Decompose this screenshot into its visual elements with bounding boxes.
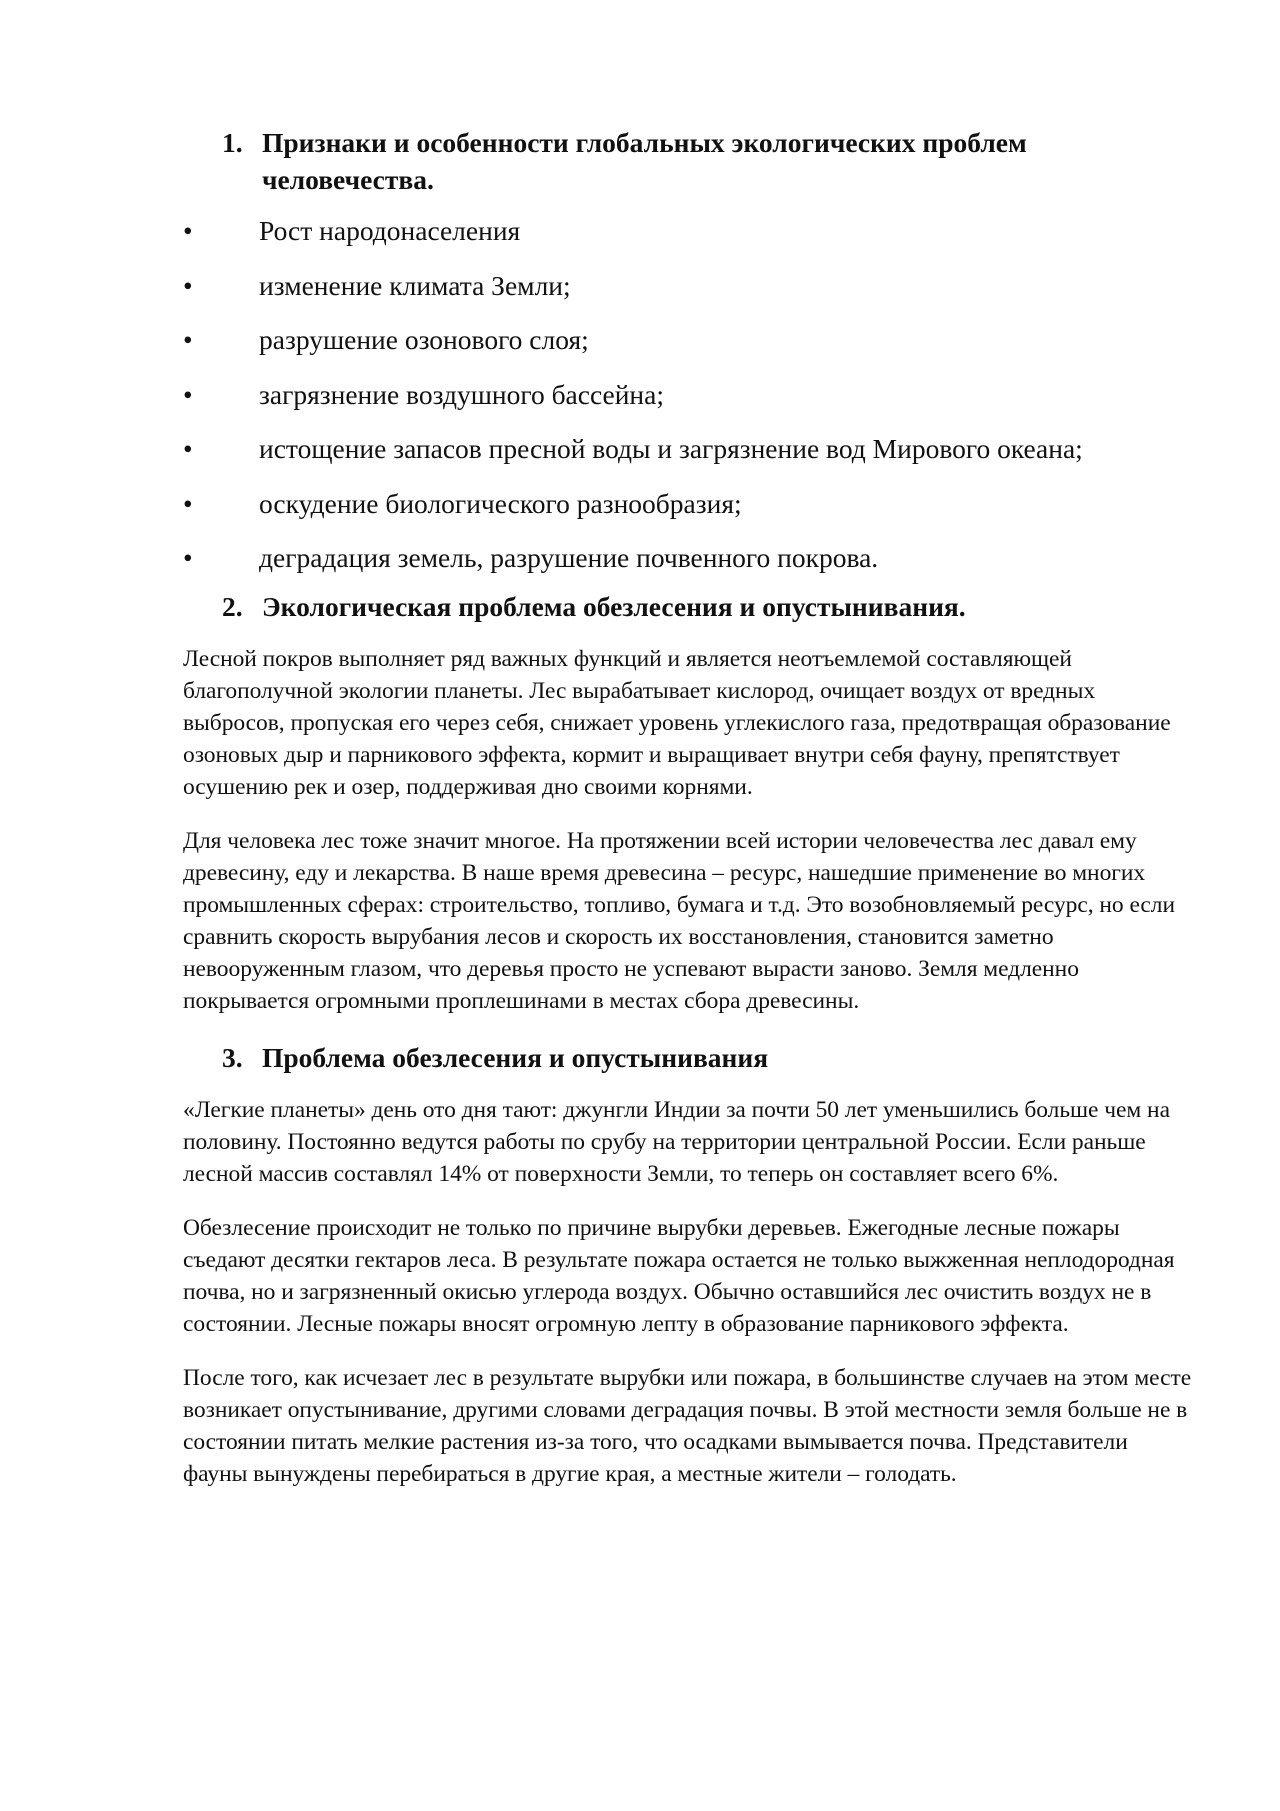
section-title: Экологическая проблема обезлесения и опустынивания. bbox=[262, 590, 966, 622]
paragraph: «Легкие планеты» день ото дня тают: джунгли Индии за почти 50 лет уменьшились больше чем на половину. Постоянно ведутся работы по срубу на территории центральной России. Если раньше лесной массив составлял 14% от поверхности Земли, то теперь он составляет всего 6%. bbox=[183, 1096, 1170, 1187]
paragraph: После того, как исчезает лес в результате вырубки или пожара, в большинстве случаев на этом месте возникает опустынивание, другими словами деградация почвы. В этой местности земля больше не в состоянии питать мелкие растения из-за того, что осадками вымывается почва. Представители фауны вынуждены перебираться в другие края, а местные жители – голодать. bbox=[183, 1364, 1192, 1487]
bullet-icon: • bbox=[183, 378, 193, 410]
list-item-text: изменение климата Земли; bbox=[259, 269, 571, 301]
bullet-icon: • bbox=[183, 542, 193, 573]
section-title: Проблема обезлесения и опустынивания bbox=[262, 1041, 769, 1073]
section-heading-3 bbox=[183, 1039, 1193, 1076]
bullet-icon: • bbox=[183, 324, 193, 355]
list-item-text: деградация земель, разрушение почвенного покрова. bbox=[259, 542, 879, 573]
list-item bbox=[183, 430, 1193, 468]
section-number: 3. bbox=[222, 1041, 243, 1073]
list-item bbox=[183, 376, 1193, 414]
list-item bbox=[183, 267, 1193, 305]
bullet-icon: • bbox=[183, 215, 193, 246]
bullet-icon: • bbox=[183, 269, 193, 301]
bullet-list bbox=[183, 212, 1193, 577]
document-body bbox=[183, 124, 1193, 1512]
section-title: Признаки и особенности глобальных экологических проблем человечества. bbox=[262, 127, 1027, 195]
section-heading-2 bbox=[183, 588, 1193, 625]
paragraph: Лесной покров выполняет ряд важных функций и является неотъемлемой составляющей благополучной экологии планеты. Лес вырабатывает кислород, очищает воздух от вредных выбросов, пропуская его через себя, снижает уровень углекислого газа, предотвращая образование озоновых дыр и парникового эффекта, кормит и выращивает внутри себя фауну, препятствует осушению рек и озер, поддерживая дно своими корнями. bbox=[183, 645, 1171, 800]
list-item bbox=[183, 321, 1193, 359]
paragraph: Обезлесение происходит не только по причине вырубки деревьев. Ежегодные лесные пожары съедают десятки гектаров леса. В результате пожара остается не только выжженная неплодородная почва, но и загрязненный окисью углерода воздух. Обычно оставшийся лес очистить воздух не в состоянии. Лесные пожары вносят огромную лепту в образование парникового эффекта. bbox=[183, 1214, 1175, 1337]
list-item-text: оскудение биологического разнообразия; bbox=[259, 487, 742, 519]
bullet-icon: • bbox=[183, 433, 193, 464]
list-item bbox=[183, 485, 1193, 523]
list-item-text: истощение запасов пресной воды и загрязнение вод Мирового океана; bbox=[259, 433, 1083, 464]
section-heading-1 bbox=[183, 124, 1193, 198]
paragraph: Для человека лес тоже значит многое. На протяжении всей истории человечества лес давал ему древесину, еду и лекарства. В наше время древесина – ресурс, нашедшие применение во многих промышленных сферах: строительство, топливо, бумага и т.д. Это возобновляемый ресурс, но если сравнить скорость вырубания лесов и скорость их восстановления, становится заметно невооруженным глазом, что деревья просто не успевают вырасти заново. Земля медленно покрывается огромными проплешинами в местах сбора древесины. bbox=[183, 827, 1176, 1014]
section-number: 1. bbox=[222, 127, 243, 158]
list-item-text: загрязнение воздушного бассейна; bbox=[259, 378, 664, 410]
list-item-text: Рост народонаселения bbox=[259, 215, 521, 246]
bullet-icon: • bbox=[183, 487, 193, 519]
list-item bbox=[183, 539, 1193, 577]
list-item-text: разрушение озонового слоя; bbox=[259, 324, 589, 355]
list-item bbox=[183, 212, 1193, 250]
section-number: 2. bbox=[222, 590, 243, 622]
